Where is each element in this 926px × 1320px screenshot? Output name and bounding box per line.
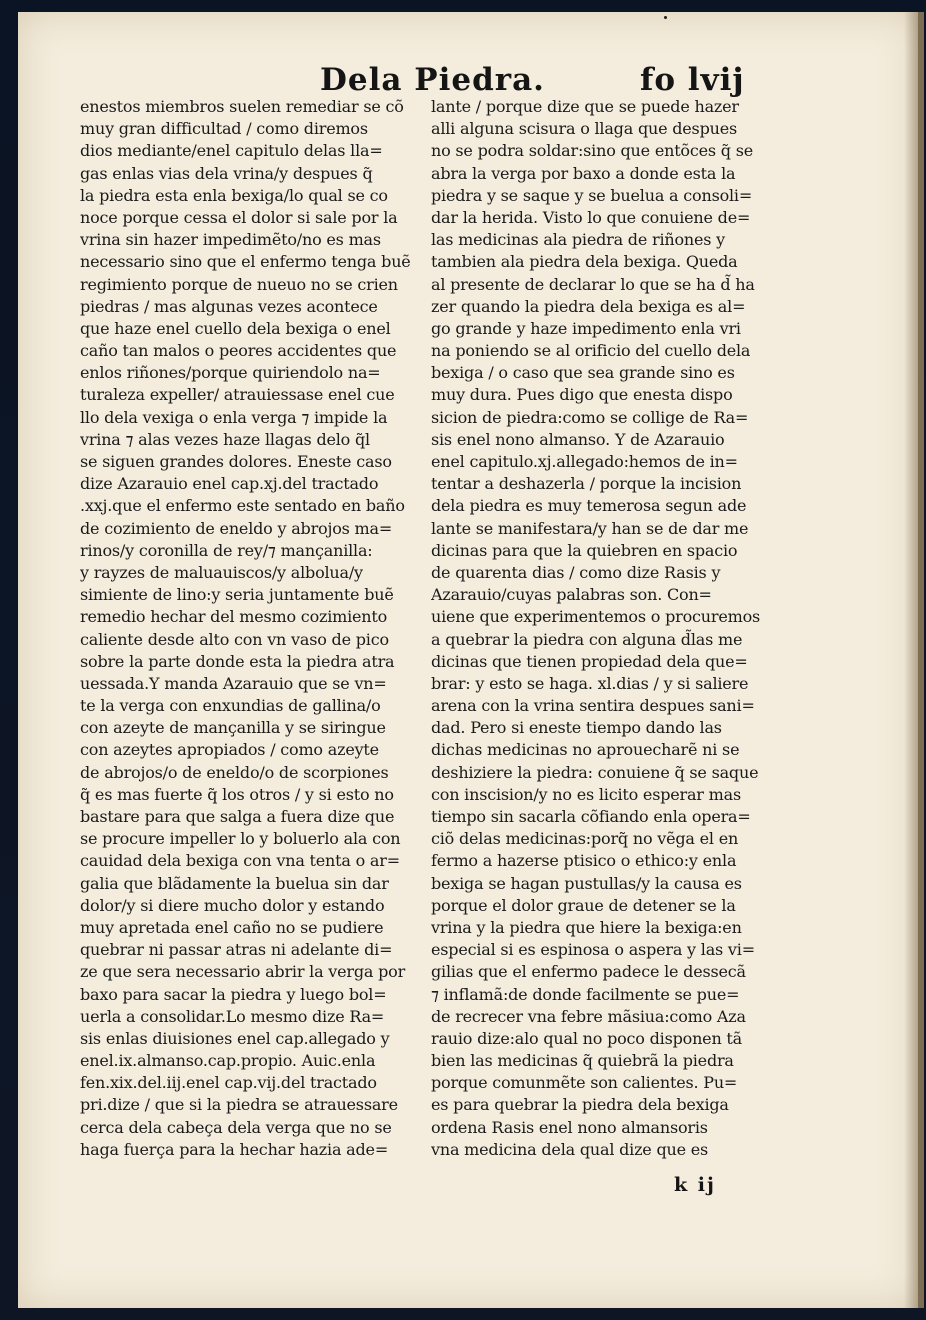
text-line: llo dela vexiga o enla verga ⁊ impide la: [80, 407, 388, 427]
text-line: baxo para sacar la piedra y luego bol=: [80, 984, 387, 1004]
text-line: .xxj.que el enfermo este sentado en baño: [80, 496, 405, 516]
text-line: necessario sino que el enfermo tenga buẽ: [80, 252, 411, 272]
text-line: arena con la vrina sentira despues sani=: [431, 696, 755, 716]
text-line: enel capitulo.xj.allegado:hemos de in=: [431, 452, 738, 471]
text-line: no se podra soldar:sino que entõces q̃ se: [431, 141, 753, 161]
text-line: remedio hechar del mesmo cozimiento: [80, 607, 388, 627]
text-line: uiene que experimentemos o procuremos: [431, 607, 761, 627]
text-line: enlos riñones/porque quiriendolo na=: [80, 363, 381, 383]
text-line: zer quando la piedra dela bexiga es al=: [431, 296, 746, 316]
text-line: piedras / mas algunas vezes acontece: [80, 296, 378, 316]
text-line: sis enlas diuisiones enel cap.allegado y: [80, 1028, 390, 1048]
text-line: vna medicina dela qual dize que es: [431, 1139, 709, 1159]
text-line: noce porque cessa el dolor si sale por la: [80, 207, 398, 227]
signature-mark: k ij: [674, 1174, 716, 1196]
text-line: se siguen grandes dolores. Eneste caso: [80, 452, 392, 471]
text-line: vrina ⁊ alas vezes haze llagas delo q̃l: [80, 429, 370, 449]
text-line: uerla a consolidar.Lo mesmo dize Ra=: [80, 1006, 385, 1026]
text-line: ciõ delas medicinas:porq̃ no vẽga el en: [431, 829, 739, 849]
text-line: bien las medicinas q̃ quiebrã la piedra: [431, 1051, 734, 1071]
text-line: con azeyte de mançanilla y se siringue: [80, 718, 386, 738]
text-line: te la verga con enxundias de gallina/o: [80, 696, 381, 716]
text-line: tambien ala piedra dela bexiga. Queda: [431, 252, 738, 272]
text-line: deshiziere la piedra: conuiene q̃ se saque: [431, 762, 759, 782]
text-line: se procure impeller lo y boluerlo ala con: [80, 829, 401, 849]
text-line: Azarauio/cuyas palabras son. Con=: [431, 585, 712, 605]
text-line: haga fuerça para la hechar hazia ade=: [80, 1139, 389, 1159]
text-line: uessada.Y manda Azarauio que se vn=: [80, 673, 387, 693]
text-line: gilias que el enfermo padece le dessecã: [431, 962, 746, 982]
text-line: la piedra esta enla bexiga/lo qual se co: [80, 185, 388, 205]
text-line: rinos/y coronilla de rey/⁊ mançanilla:: [80, 540, 373, 560]
text-line: de quarenta dias / como dize Rasis y: [431, 562, 721, 582]
text-line: lante / porque dize que se puede hazer: [431, 97, 739, 116]
text-line: al presente de declarar lo que se ha d̃ ha: [431, 274, 755, 294]
text-line: na poniendo se al orificio del cuello dela: [431, 341, 751, 361]
text-line: fermo a hazerse ptisico o ethico:y enla: [431, 851, 737, 871]
text-line: lante se manifestara/y han se de dar me: [431, 518, 749, 538]
text-line: cerca dela cabeça dela verga que no se: [80, 1117, 392, 1137]
text-line: sis enel nono almanso. Y de Azarauio: [431, 429, 725, 449]
text-line: regimiento porque de nueuo no se crien: [80, 274, 398, 294]
text-line: tiempo sin sacarla cõfiando enla opera=: [431, 807, 751, 826]
text-line: fen.xix.del.iij.enel cap.vij.del tractado: [80, 1073, 377, 1093]
text-line: sobre la parte donde esta la piedra atra: [80, 651, 395, 671]
text-line: que haze enel cuello dela bexiga o enel: [80, 318, 391, 338]
text-line: ze que sera necessario abrir la verga por: [80, 962, 406, 982]
text-line: dize Azarauio enel cap.xj.del tractado: [80, 474, 379, 494]
text-line: simiente de lino:y seria juntamente buẽ: [80, 585, 394, 605]
text-line: turaleza expeller/ atrauiessase enel cue: [80, 385, 395, 405]
text-line: gas enlas vias dela vrina/y despues q̃: [80, 163, 373, 183]
text-line: de cozimiento de eneldo y abrojos ma=: [80, 518, 393, 538]
text-line: porque el dolor graue de detener se la: [431, 895, 736, 915]
text-line: brar: y esto se haga. xl.dias / y si saliere: [431, 673, 749, 693]
text-line: dichas medicinas no aprouecharẽ ni se: [431, 740, 740, 760]
text-line: de abrojos/o de eneldo/o de scorpiones: [80, 762, 389, 782]
text-line: enestos miembros suelen remediar se cõ: [80, 97, 404, 116]
text-line: galia que blãdamente la buelua sin dar: [80, 873, 389, 893]
text-line: muy dura. Pues digo que enesta dispo: [431, 385, 733, 405]
text-line: es para quebrar la piedra dela bexiga: [431, 1095, 729, 1115]
text-line: caño tan malos o peores accidentes que: [80, 341, 397, 361]
text-line: dicinas para que la quiebren en spacio: [431, 540, 738, 560]
text-line: pri.dize / que si la piedra se atrauessare: [80, 1095, 398, 1115]
right-text-column: [431, 96, 771, 1161]
text-line: alli alguna scisura o llaga que despues: [431, 119, 737, 139]
text-line: porque comunmẽte son calientes. Pu=: [431, 1073, 738, 1093]
text-line: quebrar ni passar atras ni adelante di=: [80, 940, 393, 960]
text-line: dolor/y si diere mucho dolor y estando: [80, 895, 385, 915]
text-line: cauidad dela bexiga con vna tenta o ar=: [80, 851, 400, 871]
text-line: q̃ es mas fuerte q̃ los otros / y si esto no: [80, 784, 394, 804]
left-text-column: [80, 96, 420, 1161]
book-page: [18, 12, 924, 1308]
ink-speck: [664, 16, 667, 19]
text-line: go grande y haze impedimento enla vri: [431, 318, 741, 338]
text-line: tentar a deshazerla / porque la incision: [431, 474, 742, 494]
text-line: ordena Rasis enel nono almansoris: [431, 1117, 708, 1137]
text-line: sicion de piedra:como se collige de Ra=: [431, 407, 749, 427]
text-line: rauio dize:alo qual no poco disponen tã: [431, 1028, 742, 1048]
text-line: dad. Pero si eneste tiempo dando las: [431, 718, 722, 738]
running-head: Dela Piedra.: [320, 62, 545, 98]
text-line: caliente desde alto con vn vaso de pico: [80, 629, 389, 649]
text-line: vrina y la piedra que hiere la bexiga:en: [431, 917, 742, 937]
text-line: y rayzes de maluauiscos/y albolua/y: [80, 562, 363, 582]
folio-number: fo lvij: [640, 62, 745, 98]
text-line: muy gran difficultad / como diremos: [80, 119, 368, 139]
text-line: ⁊ inflamã:de donde facilmente se pue=: [431, 984, 740, 1004]
text-line: dela piedra es muy temerosa segun ade: [431, 496, 747, 516]
text-line: con inscision/y no es licito esperar mas: [431, 784, 741, 804]
text-line: dar la herida. Visto lo que conuiene de=: [431, 207, 751, 227]
text-line: muy apretada enel caño no se pudiere: [80, 917, 384, 937]
text-line: de recrecer vna febre mãsiua:como Aza: [431, 1006, 746, 1026]
text-line: piedra y se saque y se buelua a consoli=: [431, 185, 753, 205]
text-line: a quebrar la piedra con alguna d̃las me: [431, 629, 743, 649]
text-line: abra la verga por baxo a donde esta la: [431, 163, 736, 183]
text-line: bexiga / o caso que sea grande sino es: [431, 363, 735, 383]
text-line: especial si es espinosa o aspera y las vi=: [431, 940, 755, 960]
text-line: con azeytes apropiados / como azeyte: [80, 740, 379, 760]
text-line: bexiga se hagan pustullas/y la causa es: [431, 873, 742, 893]
text-line: bastare para que salga a fuera dize que: [80, 807, 395, 826]
text-line: enel.ix.almanso.cap.propio. Auic.enla: [80, 1051, 376, 1071]
text-line: dicinas que tienen propiedad dela que=: [431, 651, 748, 671]
text-line: las medicinas ala piedra de riñones y: [431, 230, 726, 250]
text-line: dios mediante/enel capitulo delas lla=: [80, 141, 383, 161]
text-line: vrina sin hazer impedimẽto/no es mas: [80, 230, 381, 250]
